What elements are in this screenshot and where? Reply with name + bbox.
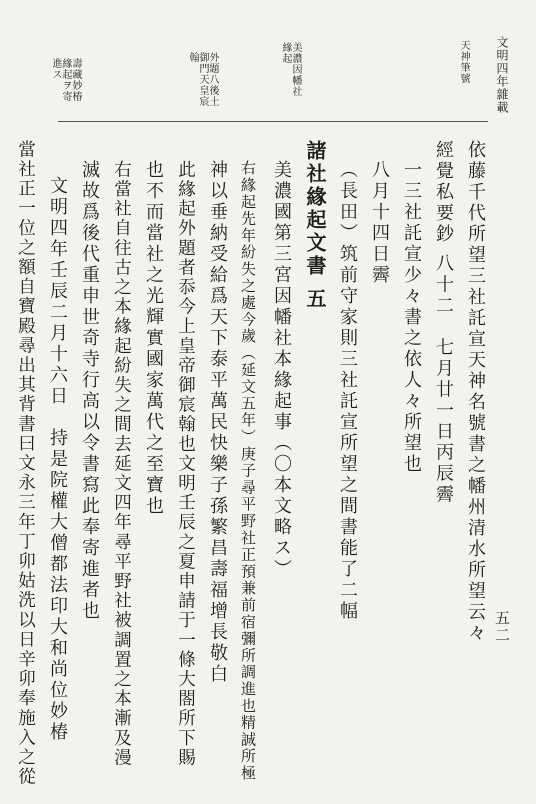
marginal-note-1: 天神筆號: [458, 40, 469, 84]
body-column-10: 此緣起外題者忝今上皇帝御宸翰也文明壬辰之夏申請于一條大閤所下賜: [175, 160, 196, 768]
body-column-13: 滅故爲後代重申世奇寺行高以令書寫此奉寄進者也: [79, 160, 100, 622]
body-column-2: 經覺私要鈔 八十二 七月廿一日丙辰霽: [433, 140, 454, 506]
body-column-12: 右當社自往古之本緣起紛失之間去延文四年尋平野社被調置之本漸及漫: [111, 160, 132, 768]
body-column-9: 神以垂納受給爲天下泰平萬民快樂子孫繁昌壽福增長敬白: [207, 160, 228, 685]
body-column-5: （長田）筑前守家則三社託宣所望之間書能了二幅: [337, 160, 358, 622]
running-head: 文明四年雜載: [495, 36, 509, 114]
marginal-note-3: 美濃因幡社緣起: [280, 42, 301, 97]
marginal-note-4: 壽藏妙椿緣起ヲ寄進ス: [50, 58, 81, 102]
body-column-11: 也不而當社之光輝實國家萬代之至寶也: [143, 160, 164, 517]
body-column-4: 八月十四日霽: [369, 160, 390, 286]
section-title: 諸社緣起文書 五: [303, 140, 327, 311]
body-column-15: 當社正一位之額自寶殿尋出其背書曰文永三年丁卯姑洗以日辛卯奉施入之從: [15, 140, 36, 787]
header-rule: [58, 121, 488, 122]
body-column-3: 一三社託宣少々書之依人々所望也: [401, 160, 422, 475]
body-column-1: 依藤千代所望三社託宣天神名號書之幡州清水所望云々: [465, 140, 486, 644]
body-column-7: 美濃國第三宮因幡社本緣起事（〇本文略ス）: [271, 160, 292, 580]
body-column-14: 文明四年壬辰二月十六日 持是院權大僧都法印大和尚位妙椿: [47, 176, 68, 743]
body-column-8: 右緣起先年紛失之處今歲（延文五年）庚子尋平野社正預兼前宿彌所調進也精誠所極: [239, 160, 257, 782]
page-number: 五二: [493, 610, 511, 644]
marginal-note-2: 外題八後土御門天皇宸翰: [187, 52, 218, 107]
